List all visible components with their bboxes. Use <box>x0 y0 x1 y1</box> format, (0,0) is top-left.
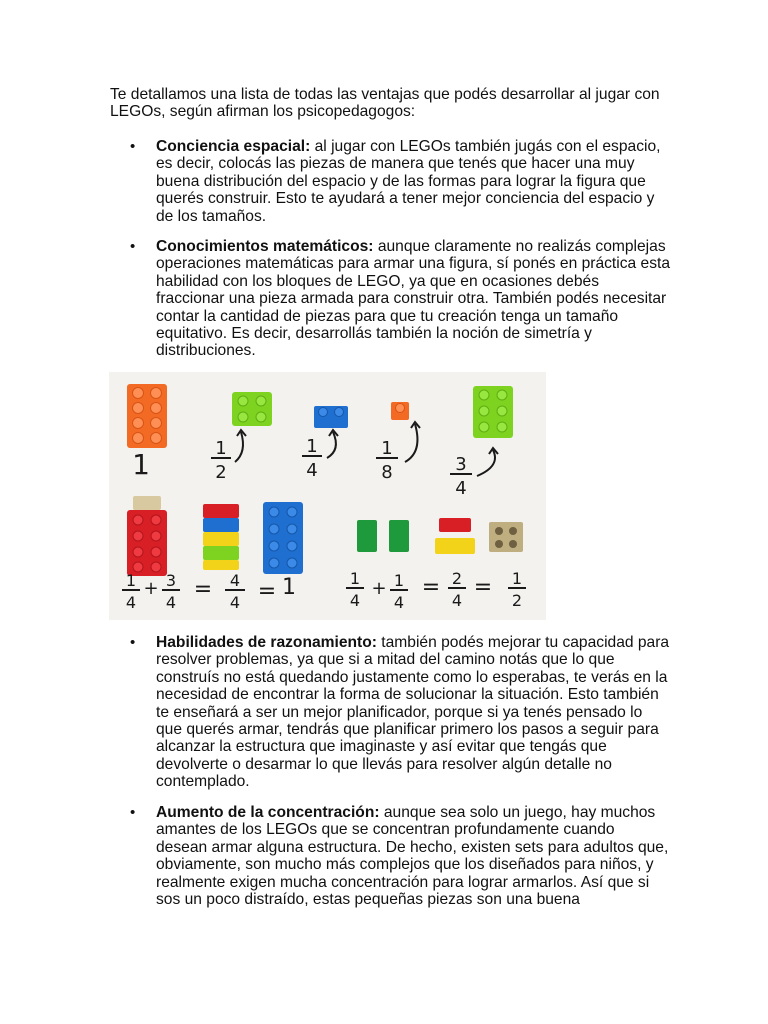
list-item <box>110 804 670 908</box>
orange-brick-2x4 <box>127 384 167 448</box>
green-bricks-pair <box>357 520 409 552</box>
green-brick-2x3 <box>473 386 513 438</box>
item-term: Conciencia espacial: <box>156 138 311 155</box>
equation-left <box>122 571 296 612</box>
item-text: también podés mejorar tu capacidad para resolver problemas, ya que si a mitad del camino notás que lo que construís no está quedando justamente como lo esperabas, te verás en la necesidad de encontrar la forma de solucionar la situación. Esto también te enseñará a ser un mejor planificador, porque si ya tenés pensado lo que querés armar, tendrás que planificar primero los pasos a seguir para alcanzar la estructura que imaginaste y así evitar que tengás que devolverte o desarmar lo que llevás para resolver algún detalle no contemplado. <box>156 634 670 791</box>
item-text: al jugar con LEGOs también jugás con el espacio, es decir, colocás las piezas de manera que tenés que hacer una muy buena distribución del espacio y de las formas para lograr la figura que querés construir. Esto te ayudará a tener mejor conciencia del espacio y de los tamaños. <box>156 138 661 225</box>
svg-text:=: = <box>257 579 277 604</box>
item-term: Habilidades de razonamiento: <box>156 634 377 651</box>
label-one-eighth <box>376 422 420 483</box>
label-one: 1 <box>132 448 150 481</box>
blue-brick-2x4 <box>263 502 303 574</box>
svg-text:1: 1 <box>282 575 296 600</box>
item-text: aunque sea solo un juego, hay muchos amantes de los LEGOs que se concentran profundamente cuando desean armar alguna estructura. De hecho, existen sets para adultos que, obviamente, son mucho más complejos que los diseñados para niños, y realmente exigen mucha concentración para lograr armarlos. Así que si sos un poco distraído, estas pequeñas piezas son una buena <box>156 804 669 909</box>
label-one-half <box>211 430 246 483</box>
tan-brick-2x2 <box>489 522 523 552</box>
svg-text:4: 4 <box>349 591 361 610</box>
label-one-quarter <box>302 430 338 481</box>
svg-text:1: 1 <box>215 438 227 459</box>
list-item <box>110 634 670 791</box>
svg-text:=: = <box>193 577 213 602</box>
bullet-icon: • <box>130 238 136 255</box>
arrow-icon <box>327 432 336 458</box>
list-item <box>110 238 670 360</box>
svg-text:1: 1 <box>381 438 393 459</box>
svg-text:4: 4 <box>229 593 241 612</box>
svg-text:3: 3 <box>455 454 467 475</box>
green-brick-2x2 <box>232 392 272 426</box>
arrow-icon <box>405 424 417 462</box>
svg-text:+: + <box>371 578 387 599</box>
svg-text:4: 4 <box>455 478 467 499</box>
svg-text:1: 1 <box>511 569 523 588</box>
lego-fractions-illustration <box>109 372 546 620</box>
svg-text:8: 8 <box>381 462 393 483</box>
svg-text:3: 3 <box>165 571 177 590</box>
blue-brick-1x2 <box>314 406 348 428</box>
svg-text:=: = <box>473 575 493 600</box>
svg-text:1: 1 <box>125 571 137 590</box>
arrow-icon <box>477 450 495 476</box>
bullet-icon: • <box>130 138 136 155</box>
item-term: Conocimientos matemáticos: <box>156 238 374 255</box>
label-three-quarters <box>450 448 498 499</box>
svg-text:4: 4 <box>451 591 463 610</box>
svg-text:1: 1 <box>306 436 318 457</box>
orange-brick-1x1 <box>391 402 409 420</box>
svg-text:=: = <box>421 575 441 600</box>
bullet-icon: • <box>130 804 136 821</box>
svg-text:2: 2 <box>511 591 523 610</box>
svg-text:4: 4 <box>229 571 241 590</box>
svg-text:4: 4 <box>125 593 137 612</box>
lego-fractions-figure <box>109 372 546 620</box>
svg-text:4: 4 <box>393 593 405 612</box>
svg-text:2: 2 <box>451 569 463 588</box>
list-item <box>110 138 670 225</box>
svg-text:4: 4 <box>306 460 318 481</box>
intro-paragraph: Te detallamos una lista de todas las ventajas que podés desarrollar al jugar con LEGOs, según afirman los psicopedagogos: <box>110 86 660 121</box>
svg-text:2: 2 <box>215 462 227 483</box>
svg-text:+: + <box>143 578 159 599</box>
svg-text:1: 1 <box>349 569 361 588</box>
bullet-icon: • <box>130 634 136 651</box>
red-brick-with-tan <box>127 496 167 576</box>
arrow-icon <box>235 432 243 462</box>
stacked-bricks <box>203 504 239 570</box>
svg-text:4: 4 <box>165 593 177 612</box>
item-text: aunque claramente no realizás complejas operaciones matemáticas para armar una figura, sí ponés en práctica esta habilidad con los bloques de LEGO, ya que en ocasiones debés fraccionar una pieza armada para construir otra. También podés necesitar contar la cantidad de piezas para que tu creación tenga un tamaño equitativo. Es decir, desarrollás también la noción de simetría y distribuciones. <box>156 238 670 360</box>
red-yellow-bricks <box>435 518 475 554</box>
svg-text:1: 1 <box>393 571 405 590</box>
item-term: Aumento de la concentración: <box>156 804 380 821</box>
equation-right <box>346 569 526 612</box>
